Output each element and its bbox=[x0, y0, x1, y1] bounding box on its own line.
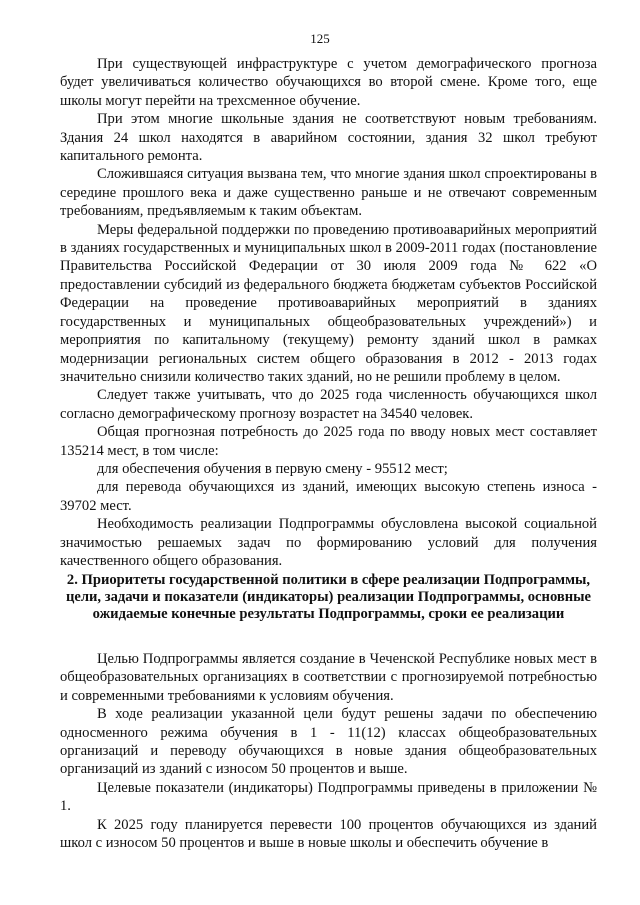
paragraph: Целью Подпрограммы является создание в Чеченской Республике новых мест в общеобразовательных организациях в соответствии с прогнозируемой потребностью и современными требованиями к условиям обучения. bbox=[60, 651, 597, 704]
paragraph: Следует также учитывать, что до 2025 года численность обучающихся школ согласно демографическому прогнозу возрастет на 34540 человек. bbox=[60, 387, 597, 422]
paragraph: Целевые показатели (индикаторы) Подпрограммы приведены в приложении № 1. bbox=[60, 779, 597, 815]
paragraph: для перевода обучающихся из зданий, имеющих высокую степень износа - 39702 мест. bbox=[60, 479, 597, 514]
paragraph: Общая прогнозная потребность до 2025 года по вводу новых мест составляет 135214 мест, в том числе: bbox=[60, 424, 597, 459]
paragraph: Меры федеральной поддержки по проведению противоаварийных мероприятий в зданиях государственных и муниципальных школ в 2009-2011 годах (постановление Правительства Российской Федерации от 30 июля 2009 года № 622 «О предоставлении субсидий из федерального бюджета бюджетам субъектов Российской Федерации на проведение противоаварийных мероприятий в зданиях государственных и муниципальных общеобразовательных учреждений») и мероприятия по капитальному (текущему) ремонту зданий школ в рамках модернизации региональных систем общего образования в 2012 - 2013 годах значительно снизили количество таких зданий, но не решили проблему в целом. bbox=[60, 221, 597, 385]
body-text-part-1 bbox=[60, 55, 597, 570]
paragraph: Необходимость реализации Подпрограммы обусловлена высокой социальной значимостью решаемых задач по формированию условий для получения качественного общего образования. bbox=[60, 516, 597, 569]
paragraph: При существующей инфраструктуре с учетом демографического прогноза будет увеличиваться количество обучающихся во второй смене. Кроме того, еще школы могут перейти на трехсменное обучение. bbox=[60, 56, 597, 109]
body-text-part-2 bbox=[60, 650, 597, 852]
paragraph: К 2025 году планируется перевести 100 процентов обучающихся из зданий школ с износом 50 процентов и выше в новые школы и обеспечить обучение в bbox=[60, 816, 597, 852]
paragraph: В ходе реализации указанной цели будут решены задачи по обеспечению односменного режима обучения в 1 - 11(12) классах общеобразовательных организаций и переводу обучающихся в новые здания общеобразовательных организаций из зданий с износом 50 процентов и выше. bbox=[60, 706, 597, 778]
paragraph: При этом многие школьные здания не соответствуют новым требованиям. Здания 24 школ находятся в аварийном состоянии, здания 32 школ требуют капитального ремонта. bbox=[60, 111, 597, 165]
paragraph: для обеспечения обучения в первую смену - 95512 мест; bbox=[97, 460, 448, 477]
section-heading: 2. Приоритеты государственной политики в сфере реализации Подпрограммы, цели, задачи и показатели (индикаторы) реализации Подпрограммы, основные ожидаемые конечные результаты Подпрограммы, сроки ее реализации bbox=[65, 572, 592, 622]
paragraph: Сложившаяся ситуация вызвана тем, что многие здания школ спроектированы в середине прошлого века и даже существенно раньше и не отвечают современным требованиям, предъявляемым к таким объектам. bbox=[60, 166, 597, 220]
page-number: 125 bbox=[310, 31, 330, 46]
